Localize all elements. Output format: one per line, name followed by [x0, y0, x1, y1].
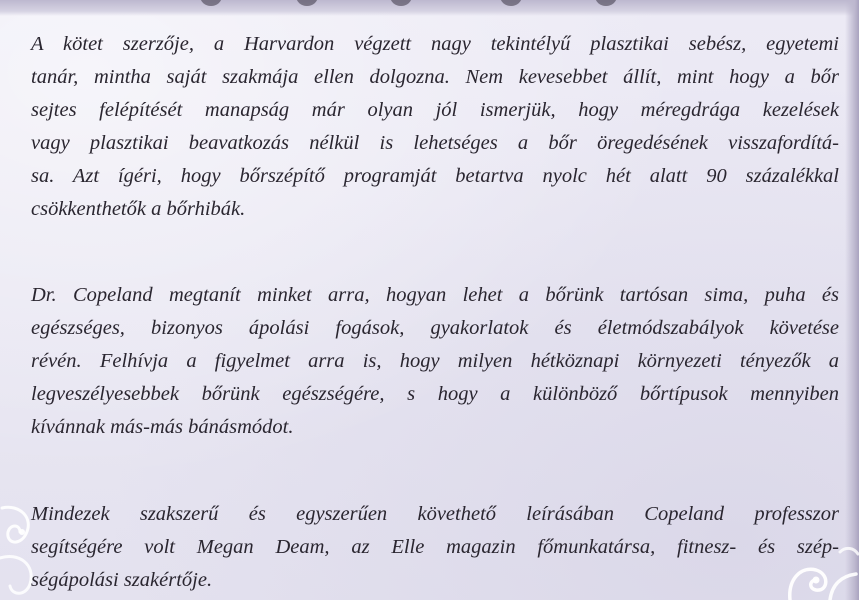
text-line: legveszélyesebbek bőrünk egészségére, s hogy a különböző bőrtípusok mennyiben: [31, 383, 839, 405]
page-edge-shadow: [845, 0, 859, 600]
paragraph-gap: [31, 226, 839, 279]
text-line: csökkenthetők a bőrhibák.: [31, 198, 246, 220]
text-line: sejtes felépítését manapság már olyan jól ismerjük, hogy méregdrága kezelések: [31, 99, 839, 121]
cropped-heading-remnant: [200, 0, 620, 8]
text-line: Dr. Copeland megtanít minket arra, hogyan lehet a bőrünk tartósan sima, puha és: [31, 284, 839, 306]
text-line: ségápolási szakértője.: [31, 569, 213, 591]
text-line: révén. Felhívja a figyelmet arra is, hogy milyen hétköznapi környezeti tényezők a: [31, 350, 839, 372]
text-line: sa. Azt ígéri, hogy bőrszépítő programját betartva nyolc hét alatt 90 százalékkal: [31, 165, 839, 187]
text-line: A kötet szerzője, a Harvardon végzett nagy tekintélyű plasztikai sebész, egyetemi: [31, 33, 839, 55]
paragraph-2: [31, 279, 839, 444]
paragraph-1: [31, 28, 839, 226]
text-line: tanár, mintha saját szakmája ellen dolgozna. Nem kevesebbet állít, mint hogy a bőr: [31, 66, 839, 88]
text-line: segítségére volt Megan Deam, az Elle magazin főmunkatársa, fitnesz- és szép-: [31, 536, 839, 558]
text-line: egészséges, bizonyos ápolási fogások, gyakorlatok és életmódszabályok követése: [31, 317, 839, 339]
blurb-text: [31, 28, 839, 597]
paragraph-3: [31, 498, 839, 597]
text-line: vagy plasztikai beavatkozás nélkül is lehetséges a bőr öregedésének visszafordítá-: [31, 132, 839, 154]
text-line: Mindezek szakszerű és egyszerűen követhető leírásában Copeland professzor: [31, 503, 839, 525]
text-line: kívánnak más-más bánásmódot.: [31, 416, 294, 438]
paragraph-gap: [31, 444, 839, 498]
